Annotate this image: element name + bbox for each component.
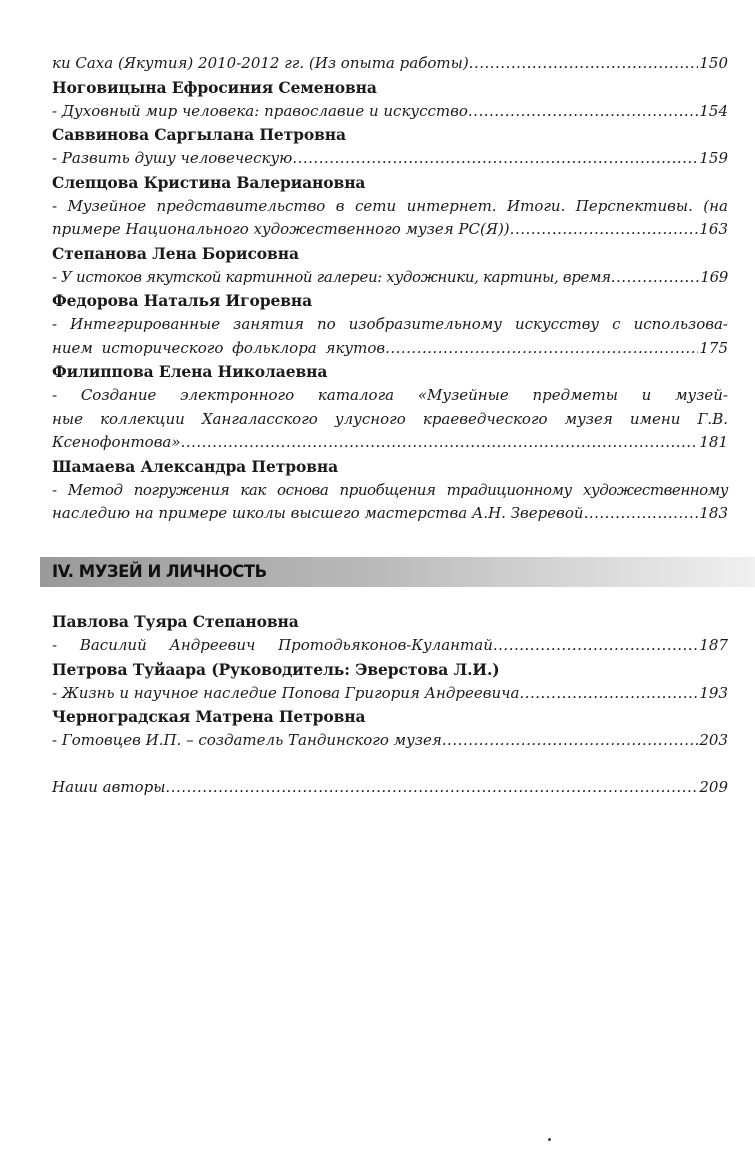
toc-entry [52, 289, 728, 360]
page-number: 150 [699, 54, 728, 72]
leader-dots [584, 502, 699, 526]
toc-entry [52, 76, 728, 124]
page-number: 169 [700, 267, 728, 286]
page-number: 175 [699, 338, 728, 357]
page-number: 187 [699, 636, 728, 654]
entry-author: Степанова Лена Борисовна [52, 243, 299, 263]
toc-entry [52, 52, 728, 76]
entry-title-line: - Интегрированные занятия по изобразительному искусству с использова- [52, 315, 728, 333]
toc-entry [52, 455, 728, 526]
entry-author: Павлова Туяра Степановна [52, 612, 299, 631]
toc-entry [52, 658, 728, 706]
leader-dots [442, 729, 699, 753]
page-number: 193 [699, 683, 728, 702]
entry-title-line: - Музейное представительство в сети интернет. Итоги. Перспективы. (на [52, 196, 728, 215]
leader-dots [611, 266, 700, 290]
page-number: 159 [699, 149, 728, 167]
toc-entry [52, 360, 728, 455]
entry-title-line: - Создание электронного каталога «Музейные предметы и музей- [52, 386, 728, 404]
leader-dots [385, 337, 698, 361]
entry-title-line: - Метод погружения как основа приобщения традиционному художественному [52, 480, 728, 499]
toc-section-4 [52, 610, 728, 753]
leader-dots [469, 52, 699, 76]
toc-entry [52, 171, 728, 242]
entry-title-line: наследию на примере школы высшего мастерства А.Н. Зверевой ..... 183 [52, 502, 728, 526]
entry-author: Слепцова Кристина Валериановна [52, 172, 366, 192]
entry-title-line: - У истоков якутской картинной галереи: художники, картины, время ..... 169 [52, 266, 728, 290]
toc-entry [52, 610, 728, 658]
section-title: IV. МУЗЕЙ И ЛИЧНОСТЬ [52, 562, 267, 581]
page-number: 163 [699, 220, 728, 238]
entry-author: Черноградская Матрена Петровна [52, 707, 366, 726]
entry-title-line: Ксенофонтова» ..... 181 [52, 431, 728, 455]
toc-entry [52, 242, 728, 290]
entry-title-line: ные коллекции Хангаласского улусного краеведческого музея имени Г.В. [52, 409, 728, 428]
entry-author: Шамаева Александра Петровна [52, 456, 339, 476]
entry-title-line: нием исторического фольклора якутов ..... 175 [52, 337, 728, 361]
leader-dots [519, 682, 698, 706]
toc-section-3 [52, 52, 728, 526]
entry-author: Петрова Туйаара (Руководитель: Эверстова Л.И.) [52, 659, 500, 679]
toc-entry [52, 705, 728, 753]
entry-author: Федорова Наталья Игоревна [52, 291, 313, 310]
entry-title-line: - Готовцев И.П. – создатель Тандинского музея ..... 203 [52, 729, 728, 753]
entry-title-line: примере Национального художественного музея РС(Я)) ..... 163 [52, 218, 728, 242]
page-number: 203 [699, 731, 728, 749]
page-number: 183 [699, 504, 728, 522]
page-number: 154 [699, 101, 728, 120]
page-number: 181 [699, 433, 728, 451]
page-number: 209 [699, 778, 728, 796]
toc-footer [52, 776, 728, 800]
leader-dots [292, 147, 698, 171]
entry-title-line: - Духовный мир человека: православие и искусство ..... 154 [52, 100, 728, 124]
entry-title-line: ки Саха (Якутия) 2010-2012 гг. (Из опыта работы) ..... 150 [52, 52, 728, 76]
leader-dots [510, 218, 699, 242]
authors-entry: Наши авторы ..... 209 [52, 776, 728, 800]
entry-title-line: - Жизнь и научное наследие Попова Григория Андреевича ..... 193 [52, 682, 728, 706]
entry-author: Филиппова Елена Николаевна [52, 362, 328, 381]
toc-entry [52, 123, 728, 171]
entry-author: Ноговицына Ефросиния Семеновна [52, 77, 377, 97]
print-speck [548, 1138, 551, 1141]
leader-dots [165, 776, 698, 800]
leader-dots [493, 634, 698, 658]
leader-dots [468, 100, 698, 124]
leader-dots [181, 431, 699, 455]
entry-title-line: - Василий Андреевич Протодьяконов-Кулантай ..... 187 [52, 634, 728, 658]
entry-author: Саввинова Саргылана Петровна [52, 125, 346, 144]
entry-title-line: - Развить душу человеческую ..... 159 [52, 147, 728, 171]
